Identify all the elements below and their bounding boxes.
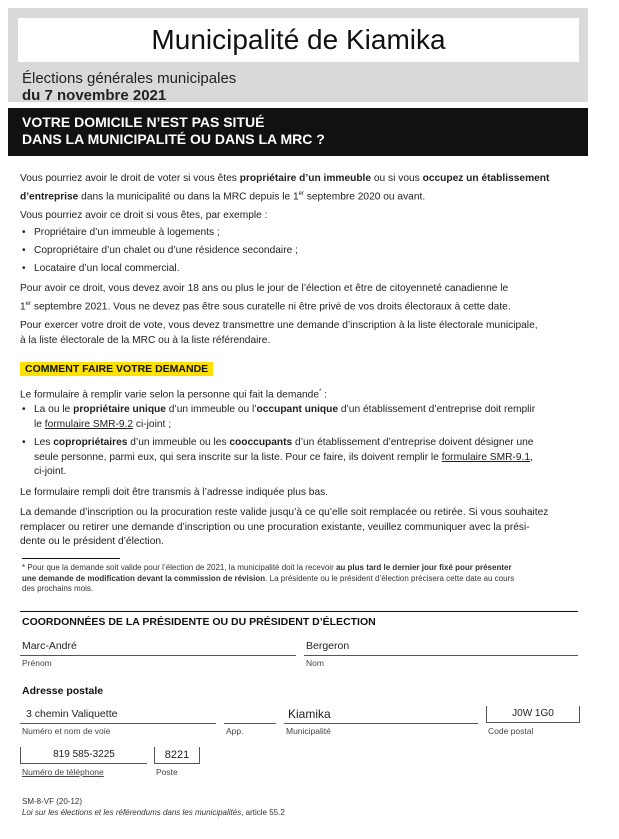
first-name-line [20, 655, 296, 656]
howto-paragraph-3: La demande d’inscription ou la procuration reste valide jusqu’à ce qu’elle soit remplacée ou retirée. Si vous souhaitez remplacer ou retirer une demande d’inscription ou une procuration existante, veuillez communiquer avec la prési- dente ou le président d’élection. [20, 507, 549, 547]
extension-label: Poste [156, 767, 178, 777]
apt-label: App. [226, 726, 244, 736]
street-line [20, 723, 216, 724]
phone-box[interactable] [20, 747, 147, 764]
form-code: SM-8-VF (20-12) [22, 797, 83, 806]
last-name-label: Nom [306, 658, 324, 668]
last-name-line [304, 655, 578, 656]
howto-paragraph-1: Le formulaire à remplir varie selon la personne qui fait la demande* : [20, 389, 328, 401]
street-value[interactable]: 3 chemin Valiquette [26, 708, 118, 720]
first-name-value[interactable]: Marc-André [22, 640, 77, 652]
city-line [284, 723, 478, 724]
howto-paragraph-2: Le formulaire rempli doit être transmis à l’adresse indiquée plus bas. [20, 487, 329, 498]
municipality-title: Municipalité de Kiamika [18, 18, 579, 62]
example-item: • Locataire d’un local commercial. [20, 262, 580, 277]
phone-value: 819 585-3225 [53, 749, 115, 760]
footnote-rule [22, 558, 120, 559]
contact-heading: COORDONNÉES DE LA PRÉSIDENTE OU DU PRÉSIDENT D’ÉLECTION [22, 616, 376, 628]
howto-bullet-sole-owner: • La ou le propriétaire unique d’un immeuble ou l’occupant unique d’un établissement d’entreprise doit remplir le formulaire SMR-9.2 ci-joint ; [20, 403, 580, 432]
form-smr-9-2-link[interactable]: formulaire SMR-9.2 [44, 418, 134, 430]
election-subtitle: Élections générales municipales [22, 70, 237, 87]
section-rule [20, 611, 578, 612]
intro-paragraph-2: Vous pourriez avoir ce droit si vous êtes, par exemple : [20, 210, 268, 221]
banner-line-2: DANS LA MUNICIPALITÉ OU DANS LA MRC ? [22, 131, 325, 147]
footnote: * Pour que la demande soit valide pour l’élection de 2021, la municipalité doit la recevoir au plus tard le dernier jour fixé pour présenter une demande de modification devant la commission de révision. La présidente ou le président d’élection précisera cette date au cours des prochains mois. [22, 563, 515, 593]
address-heading: Adresse postale [22, 685, 104, 697]
form-smr-9-1-link[interactable]: formulaire SMR-9.1 [441, 451, 531, 463]
banner-line-1: VOTRE DOMICILE N’EST PAS SITUÉ [22, 114, 265, 130]
election-date: du 7 novembre 2021 [22, 87, 167, 104]
extension-value: 8221 [164, 749, 190, 761]
domicile-banner [8, 108, 588, 156]
howto-bullet-coowners: • Les copropriétaires d’un immeuble ou les cooccupants d’un établissement d’entreprise doivent désigner une seule personne, parmi eux, qui sera inscrite sur la liste. Pour ce faire, ils doivent remplir le formulaire SMR-9.1, ci-joint. [20, 436, 580, 480]
phone-label: Numéro de téléphone [22, 767, 104, 777]
intro-paragraph-4: Pour exercer votre droit de vote, vous devez transmettre une demande d’inscription à la liste électorale municipale, à la liste électorale de la MRC ou à la liste référendaire. [20, 320, 538, 346]
apt-line [224, 723, 276, 724]
extension-box[interactable] [154, 747, 200, 764]
first-name-label: Prénom [22, 658, 52, 668]
city-label: Municipalité [286, 726, 331, 736]
howto-heading: COMMENT FAIRE VOTRE DEMANDE [20, 362, 213, 376]
city-value[interactable]: Kiamika [288, 707, 331, 721]
example-item: • Copropriétaire d’un chalet ou d’une résidence secondaire ; [20, 244, 580, 259]
example-item: • Propriétaire d’un immeuble à logements ; [20, 226, 580, 241]
postal-code-box[interactable] [486, 706, 580, 723]
postal-code-value: J0W 1G0 [512, 708, 554, 719]
postal-code-label: Code postal [488, 726, 534, 736]
law-reference: Loi sur les élections et les référendums dans les municipalités, article 55.2 [22, 808, 285, 817]
last-name-value[interactable]: Bergeron [306, 640, 350, 652]
intro-paragraph-1: Vous pourriez avoir le droit de voter si vous êtes propriétaire d’un immeuble ou si vous occupez un établissement d’entreprise dans la municipalité ou dans la MRC depuis le 1er septembre 2020 ou avant. [20, 173, 550, 202]
intro-paragraph-3: Pour avoir ce droit, vous devez avoir 18 ans ou plus le jour de l’élection et être de citoyenneté canadienne le 1er septembre 2021. Vous ne devez pas être sous curatelle ni être privé de vos droits électoraux à cette date. [20, 283, 511, 312]
street-label: Numéro et nom de voie [22, 726, 111, 736]
